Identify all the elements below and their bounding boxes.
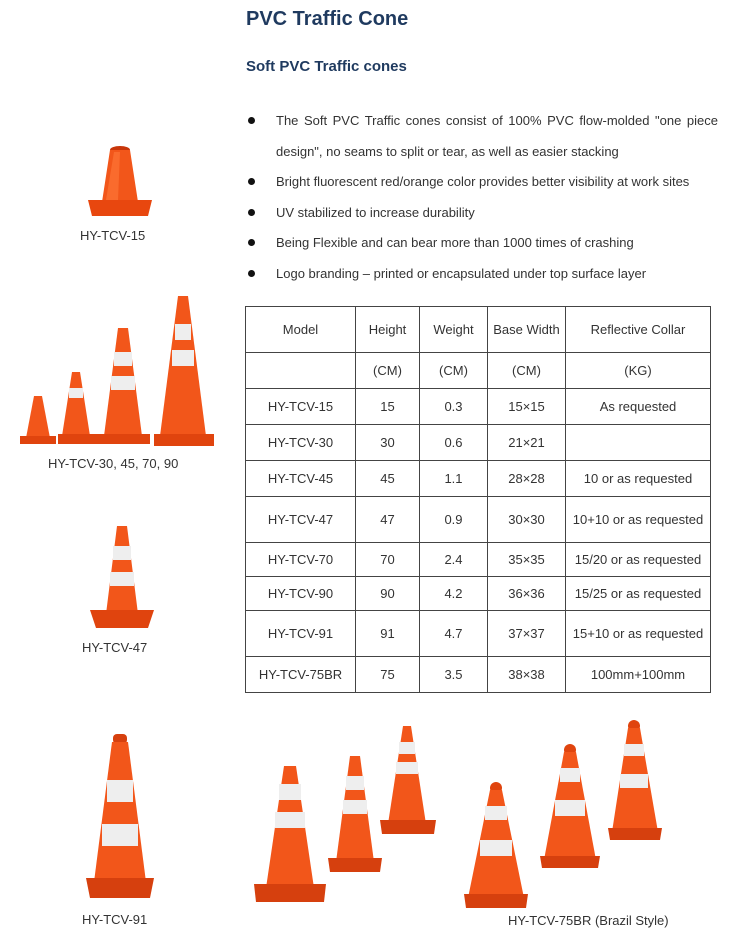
- feature-item: Logo branding – printed or encapsulated under top surface layer: [246, 259, 718, 290]
- cell-base-width: 35×35: [488, 543, 566, 577]
- caption-tcv47: HY-TCV-47: [82, 640, 148, 655]
- cell-height: 45: [356, 461, 420, 497]
- cell-base-width: 15×15: [488, 389, 566, 425]
- spec-table: [245, 306, 711, 693]
- header-reflective-collar: Reflective Collar: [566, 307, 711, 353]
- cell-weight: 1.1: [420, 461, 488, 497]
- cone-image-tcv15: [84, 140, 156, 220]
- table-units-row: [246, 353, 711, 389]
- feature-item: Being Flexible and can bear more than 1000 times of crashing: [246, 228, 718, 259]
- cell-base-width: 21×21: [488, 425, 566, 461]
- table-row: [246, 577, 711, 611]
- caption-tcv75br: HY-TCV-75BR (Brazil Style): [508, 913, 669, 928]
- cell-model: HY-TCV-30: [246, 425, 356, 461]
- cell-collar: 15/25 or as requested: [566, 577, 711, 611]
- cell-height: 90: [356, 577, 420, 611]
- caption-tcv15: HY-TCV-15: [80, 228, 146, 243]
- cone-image-tcv47: [86, 522, 158, 632]
- cell-base-width: 30×30: [488, 497, 566, 543]
- cell-height: 30: [356, 425, 420, 461]
- page-subtitle: Soft PVC Traffic cones: [246, 58, 407, 75]
- cone-image-bottom-group: [248, 720, 448, 910]
- cell-weight: 0.9: [420, 497, 488, 543]
- unit-weight: (CM): [420, 353, 488, 389]
- cell-model: HY-TCV-91: [246, 611, 356, 657]
- cell-weight: 4.7: [420, 611, 488, 657]
- cell-weight: 3.5: [420, 657, 488, 693]
- feature-item: UV stabilized to increase durability: [246, 198, 718, 229]
- cell-base-width: 37×37: [488, 611, 566, 657]
- cell-height: 91: [356, 611, 420, 657]
- table-row: [246, 425, 711, 461]
- cell-weight: 4.2: [420, 577, 488, 611]
- feature-list: [246, 106, 718, 289]
- cell-height: 75: [356, 657, 420, 693]
- cell-height: 70: [356, 543, 420, 577]
- cell-base-width: 38×38: [488, 657, 566, 693]
- caption-tcv30: HY-TCV-30, 45, 70, 90: [48, 456, 179, 471]
- caption-tcv91: HY-TCV-91: [82, 912, 148, 927]
- cell-model: HY-TCV-70: [246, 543, 356, 577]
- unit-height: (CM): [356, 353, 420, 389]
- unit-base-width: (CM): [488, 353, 566, 389]
- cell-model: HY-TCV-45: [246, 461, 356, 497]
- cell-collar: 15/20 or as requested: [566, 543, 711, 577]
- table-row: [246, 611, 711, 657]
- cell-base-width: 28×28: [488, 461, 566, 497]
- cell-weight: 2.4: [420, 543, 488, 577]
- cell-collar: [566, 425, 711, 461]
- table-row: [246, 543, 711, 577]
- table-row: [246, 461, 711, 497]
- feature-item: The Soft PVC Traffic cones consist of 100% PVC flow-molded "one piece design", no seams to split or tear, as well as easier stacking: [246, 106, 718, 167]
- cone-image-group: [18, 292, 218, 448]
- header-base-width: Base Width: [488, 307, 566, 353]
- cell-model: HY-TCV-90: [246, 577, 356, 611]
- cell-height: 47: [356, 497, 420, 543]
- cell-collar: As requested: [566, 389, 711, 425]
- cell-model: HY-TCV-47: [246, 497, 356, 543]
- cell-weight: 0.3: [420, 389, 488, 425]
- page-title: PVC Traffic Cone: [246, 8, 409, 30]
- feature-item: Bright fluorescent red/orange color provides better visibility at work sites: [246, 167, 718, 198]
- table-header-row: [246, 307, 711, 353]
- cone-image-tcv75br: [462, 716, 672, 912]
- cell-collar: 100mm+100mm: [566, 657, 711, 693]
- header-weight: Weight: [420, 307, 488, 353]
- header-height: Height: [356, 307, 420, 353]
- cone-image-tcv91: [80, 732, 160, 902]
- cell-collar: 15+10 or as requested: [566, 611, 711, 657]
- cell-collar: 10 or as requested: [566, 461, 711, 497]
- unit-reflective-collar: (KG): [566, 353, 711, 389]
- cell-weight: 0.6: [420, 425, 488, 461]
- cell-model: HY-TCV-15: [246, 389, 356, 425]
- table-row: [246, 657, 711, 693]
- header-model: Model: [246, 307, 356, 353]
- cell-collar: 10+10 or as requested: [566, 497, 711, 543]
- table-row: [246, 497, 711, 543]
- cell-height: 15: [356, 389, 420, 425]
- cell-base-width: 36×36: [488, 577, 566, 611]
- unit-model: [246, 353, 356, 389]
- table-row: [246, 389, 711, 425]
- cell-model: HY-TCV-75BR: [246, 657, 356, 693]
